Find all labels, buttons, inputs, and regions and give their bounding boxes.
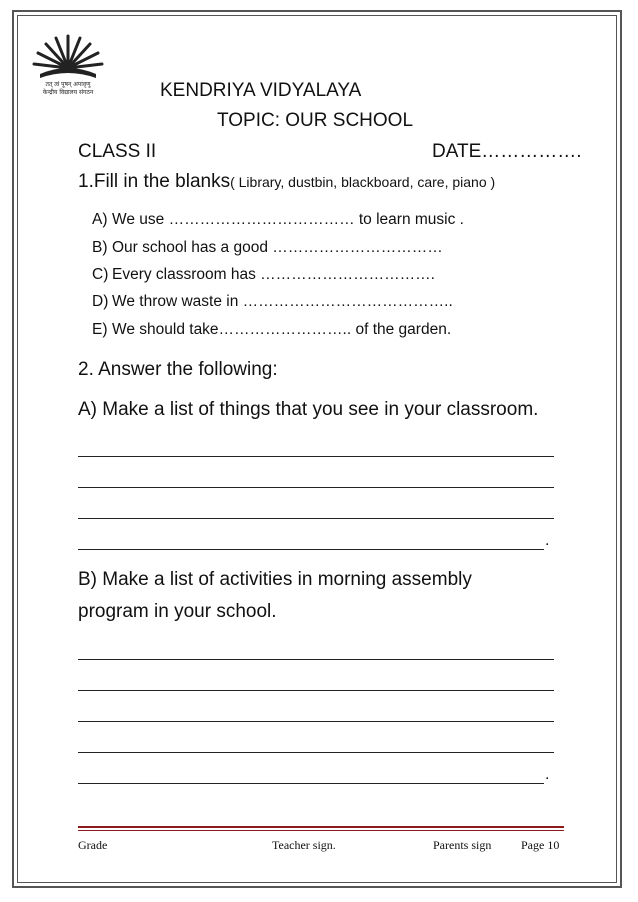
- blank-item-e: [92, 321, 451, 339]
- item-text: Our school has a good ……………………………: [112, 239, 443, 256]
- answer-line[interactable]: [78, 487, 554, 488]
- item-letter: E): [92, 321, 108, 338]
- blank-item-a: [92, 211, 464, 229]
- kv-sunburst-logo-icon: [26, 28, 110, 98]
- answer-line[interactable]: [78, 690, 554, 691]
- class-label: CLASS II: [78, 141, 157, 162]
- footer-grade: Grade: [78, 838, 108, 852]
- item-letter: C): [92, 266, 109, 283]
- item-text: We use ……………………………… to learn music .: [112, 211, 464, 228]
- answer-line[interactable]: [78, 549, 544, 550]
- question-2-title: 2. Answer the following:: [78, 359, 278, 380]
- item-text: Every classroom has …………………………….: [112, 266, 435, 283]
- question-1-heading: 1.Fill in the blanks: [78, 171, 231, 192]
- school-name: KENDRIYA VIDYALAYA: [160, 80, 362, 101]
- answer-end-mark: .: [545, 766, 550, 783]
- question-1-title: [78, 171, 495, 193]
- item-letter: D): [92, 293, 109, 310]
- question-2b-text-line1: B) Make a list of activities in morning assembly: [78, 569, 472, 590]
- logo-motto: तत् त्वं पूषन् अपावृणु: [45, 81, 91, 88]
- answer-line[interactable]: [78, 783, 544, 784]
- answer-line[interactable]: [78, 659, 554, 660]
- footer-page-number: Page 10: [521, 838, 560, 852]
- footer-rule: [78, 830, 564, 831]
- footer-teacher-sign: Teacher sign.: [272, 838, 336, 852]
- answer-line[interactable]: [78, 456, 554, 457]
- question-2a-text: A) Make a list of things that you see in your classroom.: [78, 399, 539, 420]
- footer-rule: [78, 826, 564, 828]
- blank-item-c: [92, 266, 435, 284]
- logo-org-name: केन्द्रीय विद्यालय संगठन: [42, 89, 94, 96]
- blank-item-d: [92, 293, 453, 311]
- item-text: We throw waste in …………………………………..: [112, 293, 453, 310]
- blank-item-b: [92, 239, 443, 257]
- item-letter: A): [92, 211, 108, 228]
- answer-end-mark: .: [545, 532, 550, 549]
- answer-line[interactable]: [78, 752, 554, 753]
- date-field: DATE…………….: [432, 141, 582, 162]
- answer-line[interactable]: [78, 721, 554, 722]
- item-letter: B): [92, 239, 108, 256]
- worksheet-topic: TOPIC: OUR SCHOOL: [217, 110, 414, 131]
- question-1-word-bank: ( Library, dustbin, blackboard, care, piano ): [230, 174, 496, 190]
- question-2b-text-line2: program in your school.: [78, 601, 277, 622]
- answer-line[interactable]: [78, 518, 554, 519]
- item-text: We should take…………………….. of the garden.: [112, 321, 452, 338]
- footer-parents-sign: Parents sign: [433, 838, 492, 852]
